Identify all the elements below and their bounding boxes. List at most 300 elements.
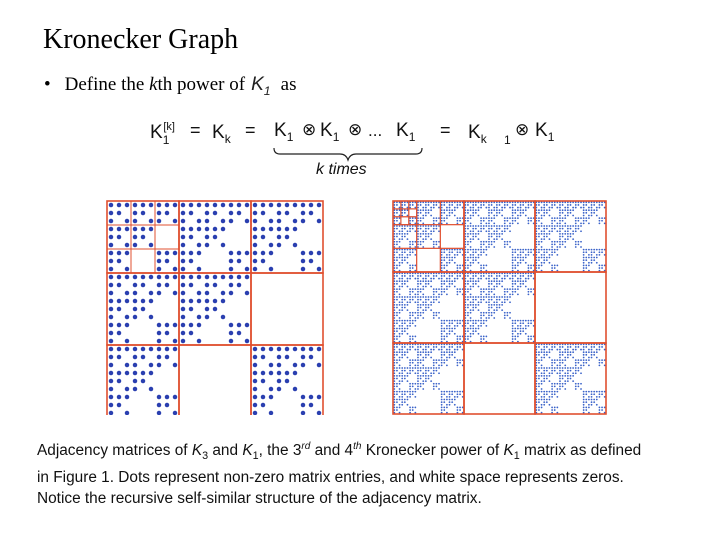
- nonzero-entry-dot: [520, 320, 522, 322]
- nonzero-entry-dot: [457, 364, 459, 366]
- nonzero-entry-dot: [446, 349, 448, 351]
- nonzero-entry-dot: [301, 259, 305, 263]
- nonzero-entry-dot: [583, 262, 585, 264]
- nonzero-entry-dot: [399, 296, 401, 298]
- nonzero-entry-dot: [401, 278, 403, 280]
- nonzero-entry-dot: [483, 228, 485, 230]
- nonzero-entry-dot: [543, 215, 545, 217]
- nonzero-entry-dot: [401, 357, 403, 359]
- nonzero-entry-dot: [512, 249, 514, 251]
- nonzero-entry-dot: [446, 278, 448, 280]
- nonzero-entry-dot: [451, 283, 453, 285]
- nonzero-entry-dot: [475, 322, 477, 324]
- nonzero-entry-dot: [412, 249, 414, 251]
- nonzero-entry-dot: [496, 230, 498, 232]
- nonzero-entry-dot: [253, 219, 257, 223]
- nonzero-entry-dot: [472, 320, 474, 322]
- nonzero-entry-dot: [541, 207, 543, 209]
- nonzero-entry-dot: [559, 364, 561, 366]
- nonzero-entry-dot: [407, 309, 409, 311]
- nonzero-entry-dot: [441, 407, 443, 409]
- nonzero-entry-dot: [601, 407, 603, 409]
- nonzero-entry-dot: [285, 203, 289, 207]
- underbrace-label: k times: [316, 161, 367, 178]
- nonzero-entry-dot: [441, 212, 443, 214]
- nonzero-entry-dot: [472, 251, 474, 253]
- nonzero-entry-dot: [441, 325, 443, 327]
- nonzero-entry-dot: [253, 235, 257, 239]
- nonzero-entry-dot: [237, 283, 241, 287]
- nonzero-entry-dot: [404, 283, 406, 285]
- nonzero-entry-dot: [580, 383, 582, 385]
- nonzero-entry-dot: [401, 228, 403, 230]
- nonzero-entry-dot: [425, 375, 427, 377]
- nonzero-entry-dot: [157, 291, 161, 295]
- nonzero-entry-dot: [417, 215, 419, 217]
- nonzero-entry-dot: [541, 359, 543, 361]
- nonzero-entry-dot: [585, 362, 587, 364]
- nonzero-entry-dot: [412, 204, 414, 206]
- nonzero-entry-dot: [572, 349, 574, 351]
- nonzero-entry-dot: [517, 288, 519, 290]
- nonzero-entry-dot: [538, 370, 540, 372]
- nonzero-entry-dot: [407, 209, 409, 211]
- nonzero-entry-dot: [525, 286, 527, 288]
- nonzero-entry-dot: [491, 299, 493, 301]
- nonzero-entry-dot: [253, 259, 257, 263]
- nonzero-entry-dot: [420, 288, 422, 290]
- nonzero-entry-dot: [478, 309, 480, 311]
- nonzero-entry-dot: [559, 354, 561, 356]
- nonzero-entry-dot: [478, 325, 480, 327]
- nonzero-entry-dot: [237, 211, 241, 215]
- nonzero-entry-dot: [449, 328, 451, 330]
- nonzero-entry-dot: [309, 395, 313, 399]
- nonzero-entry-dot: [441, 401, 443, 403]
- nonzero-entry-dot: [593, 204, 595, 206]
- nonzero-entry-dot: [554, 251, 556, 253]
- nonzero-entry-dot: [414, 349, 416, 351]
- nonzero-entry-dot: [441, 330, 443, 332]
- nonzero-entry-dot: [564, 215, 566, 217]
- nonzero-entry-dot: [446, 364, 448, 366]
- nonzero-entry-dot: [504, 246, 506, 248]
- nonzero-entry-dot: [301, 211, 305, 215]
- nonzero-entry-dot: [475, 283, 477, 285]
- nonzero-entry-dot: [404, 233, 406, 235]
- nonzero-entry-dot: [551, 220, 553, 222]
- nonzero-entry-dot: [559, 238, 561, 240]
- nonzero-entry-dot: [504, 217, 506, 219]
- nonzero-entry-dot: [414, 359, 416, 361]
- nonzero-entry-dot: [253, 363, 257, 367]
- nonzero-entry-dot: [435, 312, 437, 314]
- nonzero-entry-dot: [496, 212, 498, 214]
- nonzero-entry-dot: [401, 280, 403, 282]
- nonzero-entry-dot: [467, 233, 469, 235]
- nonzero-entry-dot: [205, 307, 209, 311]
- nonzero-entry-dot: [599, 346, 601, 348]
- nonzero-entry-dot: [512, 222, 514, 224]
- nonzero-entry-dot: [417, 351, 419, 353]
- nonzero-entry-dot: [472, 322, 474, 324]
- nonzero-entry-dot: [520, 262, 522, 264]
- nonzero-entry-dot: [530, 204, 532, 206]
- nonzero-entry-dot: [580, 372, 582, 374]
- nonzero-entry-dot: [213, 227, 217, 231]
- nonzero-entry-dot: [229, 283, 233, 287]
- nonzero-entry-dot: [401, 207, 403, 209]
- nonzero-entry-dot: [441, 204, 443, 206]
- nonzero-entry-dot: [422, 217, 424, 219]
- nonzero-entry-dot: [428, 299, 430, 301]
- nonzero-entry-dot: [181, 251, 185, 255]
- nonzero-entry-dot: [446, 280, 448, 282]
- figure-caption: [37, 436, 707, 509]
- nonzero-entry-dot: [412, 220, 414, 222]
- nonzero-entry-dot: [528, 220, 530, 222]
- nonzero-entry-dot: [414, 230, 416, 232]
- nonzero-entry-dot: [522, 251, 524, 253]
- nonzero-entry-dot: [472, 328, 474, 330]
- nonzero-entry-dot: [409, 220, 411, 222]
- nonzero-entry-dot: [564, 349, 566, 351]
- nonzero-entry-dot: [467, 265, 469, 267]
- nonzero-entry-dot: [483, 251, 485, 253]
- nonzero-entry-dot: [591, 346, 593, 348]
- nonzero-entry-dot: [412, 367, 414, 369]
- nonzero-entry-dot: [149, 291, 153, 295]
- nonzero-entry-dot: [485, 288, 487, 290]
- nonzero-entry-dot: [541, 396, 543, 398]
- nonzero-entry-dot: [417, 349, 419, 351]
- nonzero-entry-dot: [269, 371, 273, 375]
- nonzero-entry-dot: [237, 275, 241, 279]
- nonzero-entry-dot: [567, 378, 569, 380]
- nonzero-entry-dot: [496, 278, 498, 280]
- nonzero-entry-dot: [488, 304, 490, 306]
- nonzero-entry-dot: [433, 275, 435, 277]
- nonzero-entry-dot: [157, 259, 161, 263]
- nonzero-entry-dot: [433, 241, 435, 243]
- nonzero-entry-dot: [472, 299, 474, 301]
- nonzero-entry-dot: [109, 371, 113, 375]
- nonzero-entry-dot: [422, 230, 424, 232]
- nonzero-entry-dot: [404, 378, 406, 380]
- nonzero-entry-dot: [599, 251, 601, 253]
- nonzero-entry-dot: [433, 359, 435, 361]
- nonzero-entry-dot: [430, 357, 432, 359]
- nonzero-entry-dot: [407, 325, 409, 327]
- nonzero-entry-dot: [173, 291, 177, 295]
- nonzero-entry-dot: [472, 259, 474, 261]
- nonzero-entry-dot: [480, 338, 482, 340]
- nonzero-entry-dot: [457, 207, 459, 209]
- nonzero-entry-dot: [514, 322, 516, 324]
- nonzero-entry-dot: [528, 267, 530, 269]
- nonzero-entry-dot: [556, 207, 558, 209]
- nonzero-entry-dot: [488, 296, 490, 298]
- nonzero-entry-dot: [485, 265, 487, 267]
- nonzero-entry-dot: [554, 362, 556, 364]
- nonzero-entry-dot: [399, 249, 401, 251]
- nonzero-entry-dot: [454, 399, 456, 401]
- nonzero-entry-dot: [399, 388, 401, 390]
- nonzero-entry-dot: [504, 278, 506, 280]
- nonzero-entry-dot: [577, 217, 579, 219]
- nonzero-entry-dot: [570, 233, 572, 235]
- nonzero-entry-dot: [133, 347, 137, 351]
- nonzero-entry-dot: [449, 404, 451, 406]
- nonzero-entry-dot: [483, 336, 485, 338]
- nonzero-entry-dot: [399, 333, 401, 335]
- nonzero-entry-dot: [538, 346, 540, 348]
- nonzero-entry-dot: [428, 228, 430, 230]
- nonzero-entry-dot: [554, 407, 556, 409]
- nonzero-entry-dot: [554, 391, 556, 393]
- nonzero-entry-dot: [577, 228, 579, 230]
- eq-kk: $K_k$: [212, 122, 231, 146]
- nonzero-entry-dot: [512, 286, 514, 288]
- nonzero-entry-dot: [399, 380, 401, 382]
- nonzero-entry-dot: [520, 215, 522, 217]
- nonzero-entry-dot: [546, 236, 548, 238]
- nonzero-entry-dot: [401, 254, 403, 256]
- nonzero-entry-dot: [583, 265, 585, 267]
- nonzero-entry-dot: [567, 233, 569, 235]
- nonzero-entry-dot: [583, 257, 585, 259]
- nonzero-entry-dot: [414, 336, 416, 338]
- nonzero-entry-dot: [414, 364, 416, 366]
- nonzero-entry-dot: [446, 328, 448, 330]
- nonzero-entry-dot: [538, 220, 540, 222]
- nonzero-entry-dot: [593, 209, 595, 211]
- nonzero-entry-dot: [575, 388, 577, 390]
- nonzero-entry-dot: [404, 320, 406, 322]
- nonzero-entry-dot: [417, 301, 419, 303]
- nonzero-entry-dot: [504, 296, 506, 298]
- nonzero-entry-dot: [181, 339, 185, 343]
- nonzero-entry-dot: [517, 336, 519, 338]
- nonzero-entry-dot: [493, 209, 495, 211]
- nonzero-entry-dot: [414, 391, 416, 393]
- nonzero-entry-dot: [407, 233, 409, 235]
- nonzero-entry-dot: [428, 367, 430, 369]
- nonzero-entry-dot: [425, 236, 427, 238]
- nonzero-entry-dot: [401, 320, 403, 322]
- nonzero-entry-dot: [577, 385, 579, 387]
- nonzero-entry-dot: [554, 383, 556, 385]
- nonzero-entry-dot: [520, 204, 522, 206]
- nonzero-entry-dot: [493, 309, 495, 311]
- nonzero-entry-dot: [585, 391, 587, 393]
- nonzero-entry-dot: [491, 243, 493, 245]
- nonzero-entry-dot: [414, 372, 416, 374]
- nonzero-entry-dot: [472, 325, 474, 327]
- nonzero-entry-dot: [493, 215, 495, 217]
- nonzero-entry-dot: [401, 391, 403, 393]
- nonzero-entry-dot: [551, 362, 553, 364]
- nonzero-entry-dot: [585, 209, 587, 211]
- nonzero-entry-dot: [493, 278, 495, 280]
- nonzero-entry-dot: [409, 299, 411, 301]
- nonzero-entry-dot: [454, 349, 456, 351]
- nonzero-entry-dot: [601, 393, 603, 395]
- nonzero-entry-dot: [530, 220, 532, 222]
- nonzero-entry-dot: [525, 328, 527, 330]
- nonzero-entry-dot: [425, 367, 427, 369]
- nonzero-entry-dot: [485, 222, 487, 224]
- nonzero-entry-dot: [572, 367, 574, 369]
- nonzero-entry-dot: [109, 283, 113, 287]
- nonzero-entry-dot: [407, 367, 409, 369]
- nonzero-entry-dot: [551, 249, 553, 251]
- nonzero-entry-dot: [559, 222, 561, 224]
- nonzero-entry-dot: [396, 385, 398, 387]
- nonzero-entry-dot: [430, 207, 432, 209]
- nonzero-entry-dot: [422, 215, 424, 217]
- nonzero-entry-dot: [470, 225, 472, 227]
- nonzero-entry-dot: [488, 222, 490, 224]
- nonzero-entry-dot: [478, 296, 480, 298]
- nonzero-entry-dot: [459, 204, 461, 206]
- nonzero-entry-dot: [559, 215, 561, 217]
- nonzero-entry-dot: [420, 359, 422, 361]
- nonzero-entry-dot: [580, 349, 582, 351]
- nonzero-entry-dot: [564, 241, 566, 243]
- nonzero-entry-dot: [441, 293, 443, 295]
- nonzero-entry-dot: [541, 367, 543, 369]
- nonzero-entry-dot: [480, 230, 482, 232]
- nonzero-entry-dot: [522, 283, 524, 285]
- nonzero-entry-dot: [443, 391, 445, 393]
- nonzero-entry-dot: [404, 391, 406, 393]
- nonzero-entry-dot: [591, 404, 593, 406]
- nonzero-entry-dot: [435, 296, 437, 298]
- nonzero-entry-dot: [549, 404, 551, 406]
- nonzero-entry-dot: [591, 259, 593, 261]
- nonzero-entry-dot: [554, 409, 556, 411]
- nonzero-entry-dot: [189, 307, 193, 311]
- nonzero-entry-dot: [596, 351, 598, 353]
- nonzero-entry-dot: [467, 320, 469, 322]
- nonzero-entry-dot: [517, 207, 519, 209]
- nonzero-entry-dot: [141, 203, 145, 207]
- nonzero-entry-dot: [556, 217, 558, 219]
- eq-equals-1: =: [190, 120, 201, 140]
- nonzero-entry-dot: [538, 393, 540, 395]
- nonzero-entry-dot: [409, 296, 411, 298]
- nonzero-entry-dot: [491, 304, 493, 306]
- nonzero-entry-dot: [422, 301, 424, 303]
- nonzero-entry-dot: [591, 207, 593, 209]
- nonzero-entry-dot: [261, 259, 265, 263]
- nonzero-entry-dot: [480, 220, 482, 222]
- nonzero-entry-dot: [433, 388, 435, 390]
- nonzero-entry-dot: [451, 212, 453, 214]
- nonzero-entry-dot: [585, 249, 587, 251]
- nonzero-entry-dot: [157, 363, 161, 367]
- nonzero-entry-dot: [399, 364, 401, 366]
- nonzero-entry-dot: [457, 346, 459, 348]
- nonzero-entry-dot: [488, 301, 490, 303]
- nonzero-entry-dot: [425, 230, 427, 232]
- nonzero-entry-dot: [417, 304, 419, 306]
- nonzero-entry-dot: [407, 333, 409, 335]
- nonzero-entry-dot: [438, 367, 440, 369]
- nonzero-entry-dot: [520, 275, 522, 277]
- nonzero-entry-dot: [541, 249, 543, 251]
- nonzero-entry-dot: [512, 267, 514, 269]
- nonzero-entry-dot: [467, 259, 469, 261]
- nonzero-entry-dot: [567, 236, 569, 238]
- nonzero-entry-dot: [488, 312, 490, 314]
- nonzero-entry-dot: [425, 357, 427, 359]
- nonzero-entry-dot: [435, 243, 437, 245]
- nonzero-entry-dot: [501, 280, 503, 282]
- nonzero-entry-dot: [596, 357, 598, 359]
- nonzero-entry-dot: [433, 293, 435, 295]
- nonzero-entry-dot: [285, 235, 289, 239]
- nonzero-entry-dot: [475, 280, 477, 282]
- nonzero-entry-dot: [588, 357, 590, 359]
- nonzero-entry-dot: [504, 230, 506, 232]
- nonzero-entry-dot: [133, 371, 137, 375]
- nonzero-entry-dot: [599, 217, 601, 219]
- nonzero-entry-dot: [480, 249, 482, 251]
- nonzero-entry-dot: [472, 286, 474, 288]
- slide-title: Kronecker Graph: [43, 24, 239, 55]
- nonzero-entry-dot: [591, 209, 593, 211]
- nonzero-entry-dot: [556, 241, 558, 243]
- nonzero-entry-dot: [467, 330, 469, 332]
- nonzero-entry-dot: [213, 299, 217, 303]
- nonzero-entry-dot: [543, 346, 545, 348]
- nonzero-entry-dot: [541, 357, 543, 359]
- nonzero-entry-dot: [472, 283, 474, 285]
- nonzero-entry-dot: [428, 370, 430, 372]
- nonzero-entry-dot: [401, 330, 403, 332]
- nonzero-entry-dot: [428, 280, 430, 282]
- nonzero-entry-dot: [425, 346, 427, 348]
- nonzero-entry-dot: [407, 375, 409, 377]
- nonzero-entry-dot: [549, 225, 551, 227]
- nonzero-entry-dot: [570, 236, 572, 238]
- nonzero-entry-dot: [245, 267, 249, 271]
- nonzero-entry-dot: [261, 227, 265, 231]
- nonzero-entry-dot: [530, 322, 532, 324]
- nonzero-entry-dot: [493, 241, 495, 243]
- nonzero-entry-dot: [109, 379, 113, 383]
- nonzero-entry-dot: [428, 307, 430, 309]
- nonzero-entry-dot: [438, 217, 440, 219]
- nonzero-entry-dot: [457, 204, 459, 206]
- nonzero-entry-dot: [485, 336, 487, 338]
- nonzero-entry-dot: [514, 220, 516, 222]
- nonzero-entry-dot: [149, 243, 153, 247]
- nonzero-entry-dot: [562, 367, 564, 369]
- nonzero-entry-dot: [504, 299, 506, 301]
- nonzero-entry-dot: [485, 217, 487, 219]
- nonzero-entry-dot: [564, 367, 566, 369]
- nonzero-entry-dot: [559, 212, 561, 214]
- nonzero-entry-dot: [543, 404, 545, 406]
- nonzero-entry-dot: [457, 359, 459, 361]
- nonzero-entry-dot: [599, 359, 601, 361]
- nonzero-entry-dot: [472, 262, 474, 264]
- nonzero-entry-dot: [412, 251, 414, 253]
- nonzero-entry-dot: [417, 312, 419, 314]
